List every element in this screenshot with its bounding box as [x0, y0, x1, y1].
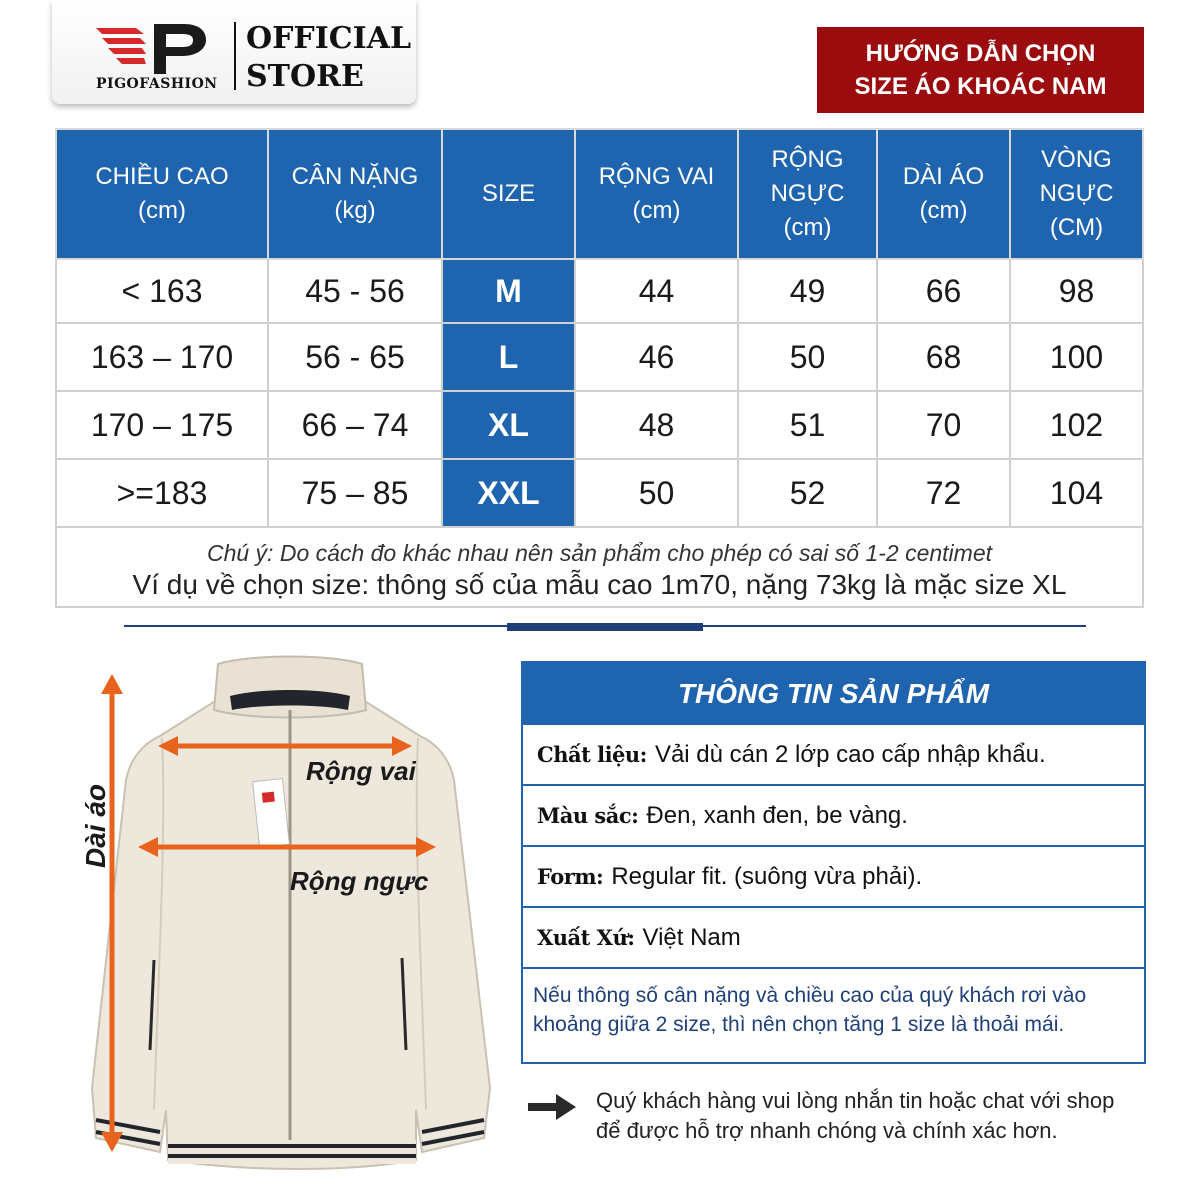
size-cell: XL	[442, 391, 575, 459]
store-line-2: STORE	[246, 59, 364, 94]
info-key: Màu sắc:	[537, 803, 639, 828]
guide-line-1: HƯỚNG DẪN CHỌN	[865, 40, 1096, 67]
table-row	[56, 391, 1143, 459]
height-cell: < 163	[56, 259, 268, 323]
weight-cell: 75 – 85	[268, 459, 442, 527]
chest-width-cell: 51	[738, 391, 877, 459]
table-row	[56, 323, 1143, 391]
info-value: Vải dù cán 2 lớp cao cấp nhập khẩu.	[654, 740, 1046, 768]
length-cell: 70	[877, 391, 1010, 459]
size-advice-note	[523, 969, 1144, 1039]
table-row	[56, 259, 1143, 323]
size-example-note: Ví dụ về chọn size: thông số của mẫu cao 1m70, nặng 73kg là mặc size XL	[132, 569, 1067, 600]
brand-name: PIGOFASHION	[96, 76, 218, 92]
chest-circumference-cell: 100	[1010, 323, 1143, 391]
product-info-title: THÔNG TIN SẢN PHẨM	[523, 663, 1144, 725]
height-cell: 170 – 175	[56, 391, 268, 459]
pigofashion-logo-icon	[96, 20, 216, 76]
table-note-cell	[56, 527, 1143, 607]
shoulder-label: Rộng vai	[306, 756, 416, 786]
info-key: Form:	[537, 864, 604, 889]
header-height: CHIỀU CAO (cm)	[56, 129, 268, 259]
info-row-color	[523, 786, 1144, 847]
official-store-label	[246, 20, 411, 96]
info-row-form	[523, 847, 1144, 908]
contact-line-1: Quý khách hàng vui lòng nhắn tin hoặc chat với shop	[596, 1088, 1115, 1113]
info-row-material	[523, 725, 1144, 786]
shoulder-cell: 50	[575, 459, 738, 527]
shoulder-cell: 48	[575, 391, 738, 459]
height-cell: >=183	[56, 459, 268, 527]
shoulder-cell: 46	[575, 323, 738, 391]
header-length: DÀI ÁO (cm)	[877, 129, 1010, 259]
length-cell: 72	[877, 459, 1010, 527]
size-cell: L	[442, 323, 575, 391]
chest-circumference-cell: 104	[1010, 459, 1143, 527]
jacket-illustration	[50, 640, 500, 1180]
header-shoulder: RỘNG VAI (cm)	[575, 129, 738, 259]
chest-label: Rộng ngực	[290, 866, 429, 896]
weight-cell: 66 – 74	[268, 391, 442, 459]
logo-divider	[234, 22, 236, 90]
size-chart-table	[55, 128, 1144, 608]
product-info-box	[521, 661, 1146, 1064]
jacket-image	[50, 640, 500, 1180]
size-cell: M	[442, 259, 575, 323]
info-value: Regular fit. (suông vừa phải).	[611, 862, 923, 890]
measurement-tolerance-note: Chú ý: Do cách đo khác nhau nên sản phẩm cho phép có sai số 1-2 centimet	[206, 540, 993, 566]
chest-width-cell: 52	[738, 459, 877, 527]
section-divider-accent	[507, 623, 703, 631]
weight-cell: 56 - 65	[268, 323, 442, 391]
info-key: Xuất Xứ:	[537, 925, 635, 950]
brand-logo-card	[52, 0, 416, 104]
header-chest-width: RỘNG NGỰC (cm)	[738, 129, 877, 259]
chest-circumference-cell: 102	[1010, 391, 1143, 459]
height-cell: 163 – 170	[56, 323, 268, 391]
contact-line-2: để được hỗ trợ nhanh chóng và chính xác hơn.	[596, 1118, 1058, 1143]
contact-message	[596, 1086, 1114, 1146]
store-line-1: OFFICIAL	[246, 21, 412, 56]
shoulder-cell: 44	[575, 259, 738, 323]
size-cell: XXL	[442, 459, 575, 527]
header-size: SIZE	[442, 129, 575, 259]
advice-line-1: Nếu thông số cân nặng và chiều cao của quý khách rơi vào	[533, 984, 1087, 1007]
arrow-right-icon	[528, 1094, 576, 1120]
info-row-origin	[523, 908, 1144, 969]
chest-circumference-cell: 98	[1010, 259, 1143, 323]
table-header-row	[56, 129, 1143, 259]
advice-line-2: khoảng giữa 2 size, thì nên chọn tăng 1 size là thoải mái.	[533, 1013, 1065, 1036]
length-label: Dài áo	[80, 783, 111, 869]
info-value: Việt Nam	[642, 923, 741, 951]
info-key: Chất liệu:	[537, 742, 647, 767]
length-cell: 68	[877, 323, 1010, 391]
table-note-row	[56, 527, 1143, 607]
chest-width-cell: 49	[738, 259, 877, 323]
header-weight: CÂN NẶNG (kg)	[268, 129, 442, 259]
table-row	[56, 459, 1143, 527]
chest-width-cell: 50	[738, 323, 877, 391]
info-value: Đen, xanh đen, be vàng.	[646, 801, 908, 829]
length-cell: 66	[877, 259, 1010, 323]
size-guide-banner	[817, 27, 1144, 113]
weight-cell: 45 - 56	[268, 259, 442, 323]
header-chest-circumference: VÒNG NGỰC (CM)	[1010, 129, 1143, 259]
guide-line-2: SIZE ÁO KHOÁC NAM	[854, 73, 1107, 100]
